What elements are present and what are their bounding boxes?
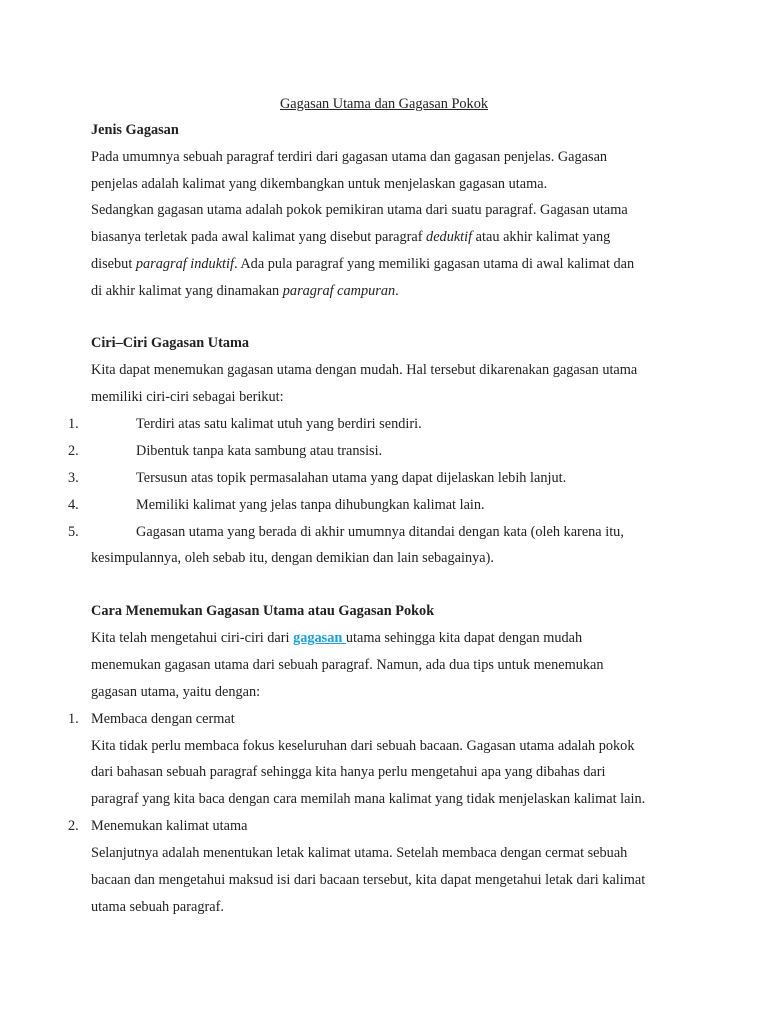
heading-ciri-ciri: Ciri–Ciri Gagasan Utama (91, 335, 250, 351)
paragraph-line: disebut paragraf induktif. Ada pula paragraf yang memiliki gagasan utama di awal kalimat dan (91, 256, 635, 272)
paragraph-line: Selanjutnya adalah menentukan letak kalimat utama. Setelah membaca dengan cermat sebuah (91, 845, 628, 861)
list-item: Memiliki kalimat yang jelas tanpa dihubungkan kalimat lain. (136, 497, 485, 513)
list-item: Tersusun atas topik permasalahan utama yang dapat dijelaskan lebih lanjut. (136, 470, 567, 486)
heading-jenis-gagasan: Jenis Gagasan (91, 122, 179, 138)
list-number: 5. (68, 524, 79, 540)
paragraph-line: Sedangkan gagasan utama adalah pokok pemikiran utama dari suatu paragraf. Gagasan utama (91, 202, 628, 218)
list-number: 4. (68, 497, 79, 513)
list-item: Gagasan utama yang berada di akhir umumnya ditandai dengan kata (oleh karena itu, (136, 524, 624, 540)
tip-number: 1. (68, 711, 79, 727)
heading-cara-menemukan: Cara Menemukan Gagasan Utama atau Gagasan Pokok (91, 603, 435, 619)
tip-title: Menemukan kalimat utama (91, 818, 248, 834)
paragraph-line: penjelas adalah kalimat yang dikembangkan untuk menjelaskan gagasan utama. (91, 176, 548, 192)
tip-title: Membaca dengan cermat (91, 711, 235, 727)
list-number: 2. (68, 443, 79, 459)
list-item-continuation: kesimpulannya, oleh sebab itu, dengan demikian dan lain sebagainya). (91, 550, 494, 566)
paragraph-line: biasanya terletak pada awal kalimat yang disebut paragraf deduktif atau akhir kalimat yang (91, 229, 611, 245)
tip-number: 2. (68, 818, 79, 834)
paragraph-line: memiliki ciri-ciri sebagai berikut: (91, 389, 284, 405)
paragraph-line: Kita tidak perlu membaca fokus keseluruhan dari sebuah bacaan. Gagasan utama adalah pokok (91, 738, 635, 754)
paragraph-line: Kita dapat menemukan gagasan utama dengan mudah. Hal tersebut dikarenakan gagasan utama (91, 362, 638, 378)
paragraph-line: Kita telah mengetahui ciri-ciri dari gagasan utama sehingga kita dapat dengan mudah (91, 630, 583, 646)
paragraph-line: di akhir kalimat yang dinamakan paragraf campuran. (91, 283, 399, 299)
term-deduktif: deduktif (426, 229, 473, 245)
list-item: Dibentuk tanpa kata sambung atau transisi. (136, 443, 383, 459)
paragraph-line: gagasan utama, yaitu dengan: (91, 684, 261, 700)
list-number: 3. (68, 470, 79, 486)
paragraph-line: utama sebuah paragraf. (91, 899, 224, 915)
list-item: Terdiri atas satu kalimat utuh yang berdiri sendiri. (136, 416, 422, 432)
paragraph-line: Pada umumnya sebuah paragraf terdiri dari gagasan utama dan gagasan penjelas. Gagasan (91, 149, 608, 165)
gagasan-link[interactable]: gagasan (293, 630, 346, 646)
list-number: 1. (68, 416, 79, 432)
term-paragraf-campuran: paragraf campuran (282, 283, 396, 299)
paragraph-line: dari bahasan sebuah paragraf sehingga kita hanya perlu mengetahui apa yang dibahas dari (91, 764, 606, 780)
term-paragraf-induktif: paragraf induktif (135, 256, 234, 272)
paragraph-line: paragraf yang kita baca dengan cara memilah mana kalimat yang tidak menjelaskan kalimat lain. (91, 791, 646, 807)
paragraph-line: menemukan gagasan utama dari sebuah paragraf. Namun, ada dua tips untuk menemukan (91, 657, 604, 673)
document-title: Gagasan Utama dan Gagasan Pokok (279, 96, 489, 112)
paragraph-line: bacaan dan mengetahui maksud isi dari bacaan tersebut, kita dapat mengetahui letak dari kalimat (91, 872, 646, 888)
